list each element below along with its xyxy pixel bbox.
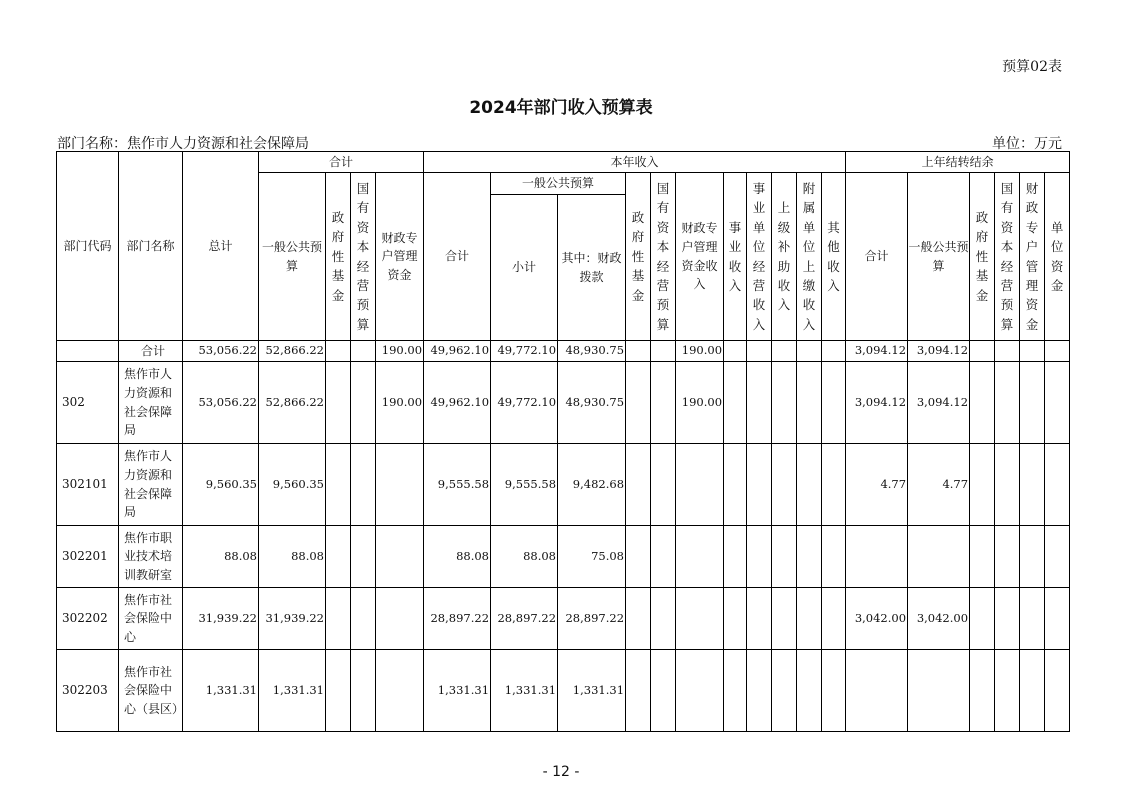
cell-code: 302201 [57, 526, 119, 588]
cell-affiliate [797, 362, 822, 444]
header-current-subtotal: 小计 [491, 195, 558, 341]
cell-prior-gov-fund [970, 526, 995, 588]
cell-cur-state-capital [651, 526, 676, 588]
cell-subsidy [772, 526, 797, 588]
cell-cur-allocation: 9,482.68 [558, 444, 626, 526]
cell-general: 52,866.22 [259, 362, 326, 444]
cell-general: 88.08 [259, 526, 326, 588]
cell-code: 302101 [57, 444, 119, 526]
cell-prior-fiscal-special [1020, 444, 1045, 526]
header-current-fiscal-special: 财政专户管理资金收入 [676, 173, 724, 341]
table-row [57, 526, 1070, 588]
cell-cur-allocation: 48,930.75 [558, 362, 626, 444]
header-dept-name: 部门名称 [119, 152, 183, 341]
cell-total: 31,939.22 [183, 588, 259, 650]
cell-general: 52,866.22 [259, 341, 326, 362]
header-subgroup-general: 一般公共预算 [491, 173, 626, 195]
cell-cur-total: 28,897.22 [424, 588, 491, 650]
cell-code: 302 [57, 362, 119, 444]
cell-name: 合计 [119, 341, 183, 362]
cell-cur-total: 88.08 [424, 526, 491, 588]
cell-prior-state-capital [995, 588, 1020, 650]
cell-other [822, 444, 846, 526]
header-current-state-capital: 国有资本经营预算 [651, 173, 676, 341]
cell-subsidy [772, 588, 797, 650]
header-dept-code: 部门代码 [57, 152, 119, 341]
income-budget-table [56, 151, 1070, 732]
cell-operating [747, 588, 772, 650]
cell-code: 302203 [57, 650, 119, 732]
cell-prior-unit [1045, 650, 1070, 732]
cell-gov-fund [326, 444, 351, 526]
cell-prior-general: 4.77 [908, 444, 970, 526]
header-current-gov-fund: 政府性基金 [626, 173, 651, 341]
cell-cur-total: 49,962.10 [424, 362, 491, 444]
cell-operating [747, 362, 772, 444]
cell-prior-state-capital [995, 362, 1020, 444]
header-group-prior: 上年结转结余 [846, 152, 1070, 173]
cell-prior-general: 3,094.12 [908, 341, 970, 362]
header-fiscal-special: 财政专户管理资金 [376, 173, 424, 341]
cell-name: 焦作市人力资源和社会保障局 [119, 444, 183, 526]
table-row [57, 650, 1070, 732]
cell-fiscal-special: 190.00 [376, 341, 424, 362]
header-business-income: 事业收入 [724, 173, 747, 341]
form-number: 预算02表 [1002, 59, 1062, 75]
cell-fiscal-special [376, 526, 424, 588]
cell-gov-fund [326, 341, 351, 362]
cell-prior-unit [1045, 444, 1070, 526]
cell-business [724, 526, 747, 588]
cell-prior-unit [1045, 526, 1070, 588]
header-prior-unit-funds: 单位资金 [1045, 173, 1070, 341]
cell-state-capital [351, 526, 376, 588]
cell-cur-gov-fund [626, 526, 651, 588]
header-group-heji: 合计 [259, 152, 424, 173]
cell-cur-subtotal: 49,772.10 [491, 341, 558, 362]
cell-prior-state-capital [995, 650, 1020, 732]
header-group-current: 本年收入 [424, 152, 846, 173]
cell-operating [747, 526, 772, 588]
cell-cur-fiscal-special: 190.00 [676, 341, 724, 362]
cell-prior-unit [1045, 588, 1070, 650]
header-state-capital: 国有资本经营预算 [351, 173, 376, 341]
page-title: 2024年部门收入预算表 [469, 98, 653, 118]
header-total: 总计 [183, 152, 259, 341]
cell-cur-allocation: 48,930.75 [558, 341, 626, 362]
cell-general: 31,939.22 [259, 588, 326, 650]
header-general-budget: 一般公共预算 [259, 173, 326, 341]
cell-cur-state-capital [651, 588, 676, 650]
cell-cur-total: 1,331.31 [424, 650, 491, 732]
cell-subsidy [772, 341, 797, 362]
cell-state-capital [351, 650, 376, 732]
cell-other [822, 526, 846, 588]
cell-cur-total: 49,962.10 [424, 341, 491, 362]
cell-state-capital [351, 588, 376, 650]
header-prior-general: 一般公共预算 [908, 173, 970, 341]
cell-affiliate [797, 444, 822, 526]
cell-other [822, 650, 846, 732]
cell-cur-fiscal-special [676, 526, 724, 588]
cell-total: 1,331.31 [183, 650, 259, 732]
cell-total: 53,056.22 [183, 341, 259, 362]
cell-cur-allocation: 1,331.31 [558, 650, 626, 732]
cell-prior-gov-fund [970, 588, 995, 650]
cell-fiscal-special [376, 650, 424, 732]
cell-prior-general: 3,094.12 [908, 362, 970, 444]
cell-prior-total [846, 526, 908, 588]
cell-cur-fiscal-special: 190.00 [676, 362, 724, 444]
cell-operating [747, 444, 772, 526]
cell-gov-fund [326, 362, 351, 444]
cell-fiscal-special: 190.00 [376, 362, 424, 444]
cell-fiscal-special [376, 444, 424, 526]
cell-gov-fund [326, 650, 351, 732]
cell-business [724, 588, 747, 650]
cell-prior-state-capital [995, 341, 1020, 362]
header-prior-fiscal-special: 财政专户管理资金 [1020, 173, 1045, 341]
cell-prior-fiscal-special [1020, 650, 1045, 732]
header-subsidy-income: 上级补助收入 [772, 173, 797, 341]
cell-subsidy [772, 444, 797, 526]
cell-subsidy [772, 650, 797, 732]
table-row [57, 444, 1070, 526]
cell-cur-state-capital [651, 362, 676, 444]
cell-total: 9,560.35 [183, 444, 259, 526]
cell-prior-total: 3,094.12 [846, 362, 908, 444]
header-current-allocation: 其中：财政拨款 [558, 195, 626, 341]
cell-prior-total [846, 650, 908, 732]
cell-cur-gov-fund [626, 444, 651, 526]
cell-cur-subtotal: 49,772.10 [491, 362, 558, 444]
cell-cur-fiscal-special [676, 650, 724, 732]
cell-gov-fund [326, 588, 351, 650]
table-total-row [57, 341, 1070, 362]
cell-prior-fiscal-special [1020, 588, 1045, 650]
cell-cur-gov-fund [626, 650, 651, 732]
cell-prior-unit [1045, 362, 1070, 444]
header-current-total: 合计 [424, 173, 491, 341]
cell-general: 9,560.35 [259, 444, 326, 526]
page-number: - 12 - [542, 764, 580, 780]
cell-cur-subtotal: 28,897.22 [491, 588, 558, 650]
cell-code [57, 341, 119, 362]
unit-line: 单位：万元 [992, 136, 1062, 152]
cell-prior-state-capital [995, 444, 1020, 526]
cell-state-capital [351, 341, 376, 362]
cell-cur-fiscal-special [676, 444, 724, 526]
cell-cur-allocation: 28,897.22 [558, 588, 626, 650]
cell-cur-gov-fund [626, 362, 651, 444]
cell-name: 焦作市社会保险中心 [119, 588, 183, 650]
cell-prior-unit [1045, 341, 1070, 362]
cell-cur-gov-fund [626, 341, 651, 362]
cell-operating [747, 650, 772, 732]
cell-prior-general [908, 650, 970, 732]
header-row-1 [57, 152, 1070, 173]
cell-prior-gov-fund [970, 341, 995, 362]
cell-cur-state-capital [651, 650, 676, 732]
cell-business [724, 444, 747, 526]
cell-prior-total: 4.77 [846, 444, 908, 526]
header-other-income: 其他收入 [822, 173, 846, 341]
cell-total: 88.08 [183, 526, 259, 588]
cell-operating [747, 341, 772, 362]
cell-other [822, 362, 846, 444]
cell-cur-state-capital [651, 444, 676, 526]
cell-business [724, 362, 747, 444]
cell-total: 53,056.22 [183, 362, 259, 444]
cell-fiscal-special [376, 588, 424, 650]
header-prior-gov-fund: 政府性基金 [970, 173, 995, 341]
cell-general: 1,331.31 [259, 650, 326, 732]
cell-affiliate [797, 588, 822, 650]
cell-name: 焦作市职业技术培训教研室 [119, 526, 183, 588]
cell-cur-state-capital [651, 341, 676, 362]
header-prior-state-capital: 国有资本经营预算 [995, 173, 1020, 341]
cell-business [724, 341, 747, 362]
cell-affiliate [797, 526, 822, 588]
cell-cur-subtotal: 9,555.58 [491, 444, 558, 526]
header-gov-fund: 政府性基金 [326, 173, 351, 341]
cell-business [724, 650, 747, 732]
cell-cur-allocation: 75.08 [558, 526, 626, 588]
cell-prior-total: 3,042.00 [846, 588, 908, 650]
header-prior-total: 合计 [846, 173, 908, 341]
cell-cur-fiscal-special [676, 588, 724, 650]
cell-other [822, 341, 846, 362]
cell-prior-general [908, 526, 970, 588]
cell-prior-gov-fund [970, 444, 995, 526]
cell-name: 焦作市社会保险中心（县区） [119, 650, 183, 732]
cell-subsidy [772, 362, 797, 444]
cell-prior-total: 3,094.12 [846, 341, 908, 362]
cell-prior-gov-fund [970, 362, 995, 444]
cell-other [822, 588, 846, 650]
cell-state-capital [351, 444, 376, 526]
cell-prior-gov-fund [970, 650, 995, 732]
cell-code: 302202 [57, 588, 119, 650]
department-name-line: 部门名称：焦作市人力资源和社会保障局 [57, 136, 309, 152]
cell-prior-fiscal-special [1020, 362, 1045, 444]
header-operating-income: 事业单位经营收入 [747, 173, 772, 341]
table-row [57, 362, 1070, 444]
cell-prior-state-capital [995, 526, 1020, 588]
cell-name: 焦作市人力资源和社会保障局 [119, 362, 183, 444]
table-row [57, 588, 1070, 650]
cell-cur-subtotal: 88.08 [491, 526, 558, 588]
cell-affiliate [797, 341, 822, 362]
cell-cur-total: 9,555.58 [424, 444, 491, 526]
cell-prior-fiscal-special [1020, 341, 1045, 362]
cell-prior-fiscal-special [1020, 526, 1045, 588]
cell-prior-general: 3,042.00 [908, 588, 970, 650]
cell-cur-subtotal: 1,331.31 [491, 650, 558, 732]
cell-state-capital [351, 362, 376, 444]
cell-gov-fund [326, 526, 351, 588]
cell-cur-gov-fund [626, 588, 651, 650]
header-affiliate-income: 附属单位上缴收入 [797, 173, 822, 341]
cell-affiliate [797, 650, 822, 732]
